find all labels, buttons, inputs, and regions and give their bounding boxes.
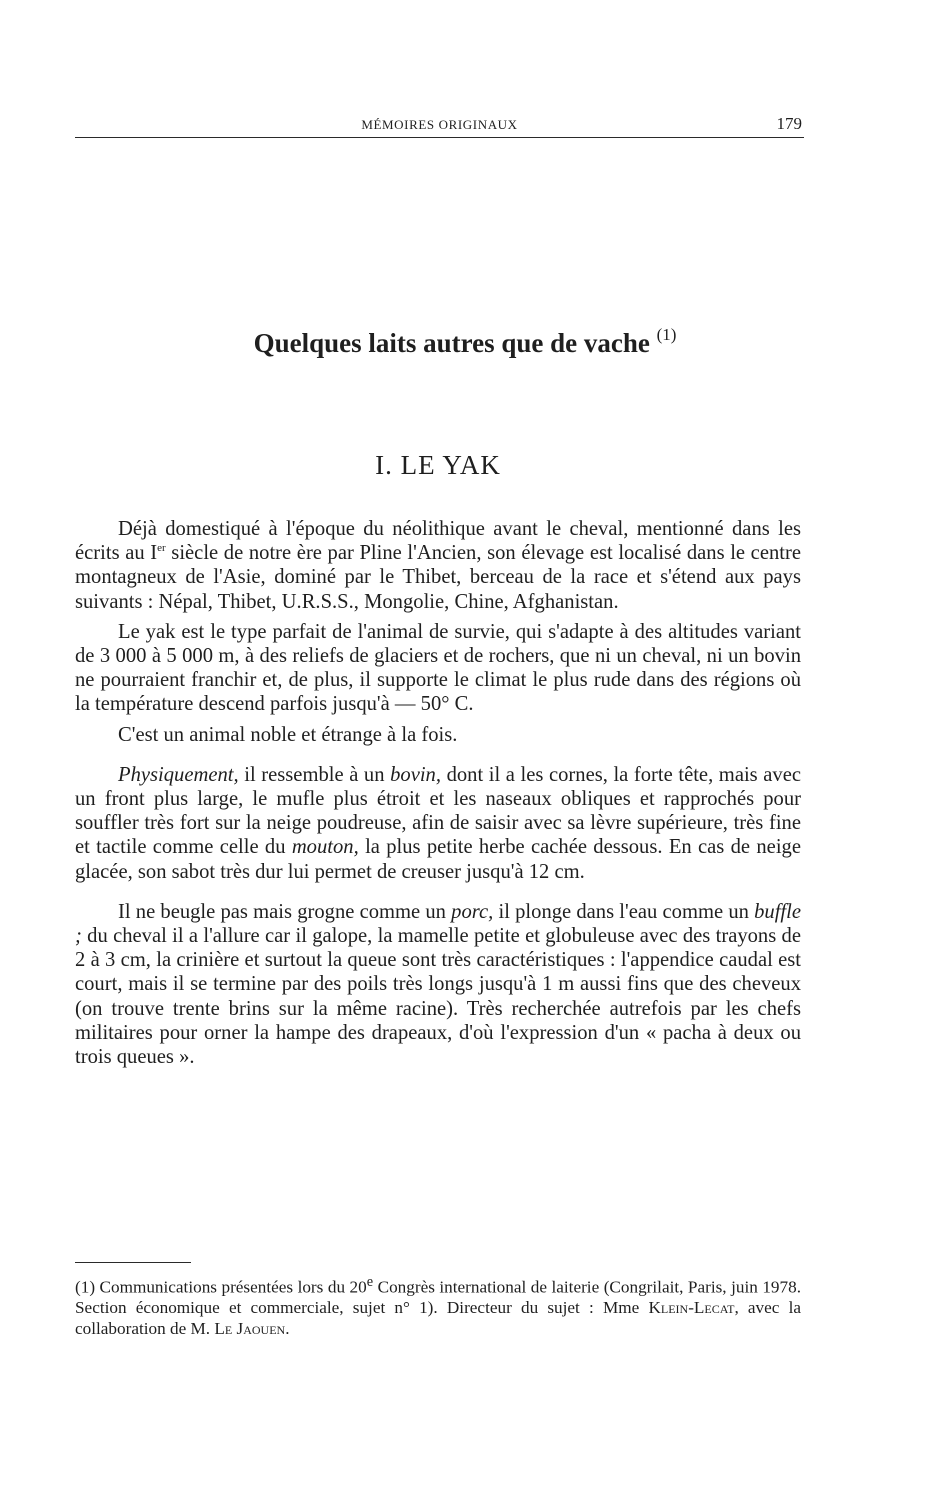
paragraph-1-text-b: siècle de notre ère par Pline l'Ancien, son élevage est localisé dans le centre montagneux de l'Asie, dominé par le Thibet, berceau de la race et s'étend aux pays suivants : Népal, Thibet, U.R.S.S., Mongolie, Chine, Afghanistan. xyxy=(75,542,801,613)
paragraph-4 xyxy=(75,763,801,884)
running-head: MÉMOIRES ORIGINAUX xyxy=(361,117,518,132)
paragraph-1 xyxy=(75,517,801,614)
paragraph-2: Le yak est le type parfait de l'animal de survie, qui s'adapte à des altitudes variant de 3 000 à 5 000 m, à des reliefs de glaciers et de rochers, que ni un cheval, ni un bovin ne pourraient franchir et, de plus, il supporte le climat le plus rude dans des régions où la température descend parfois jusqu'à — 50° C. xyxy=(75,620,801,716)
page-number: 179 xyxy=(776,114,802,133)
paragraph-4-text-2: dont il a les cornes, la forte tête, mais avec un front plus large, le mufle plus étroit et les naseaux obliques et rapprochés pour souffler très fort sur la neige poudreuse, afin de saisir avec sa lèvre supérieure, très fine et tactile comme celle du xyxy=(75,763,801,859)
emphasis-buffle: buffle ; xyxy=(75,900,802,948)
article-body xyxy=(75,517,801,1075)
paragraph-4-text-1: il ressemble à un xyxy=(238,763,391,786)
footnote-text-b: Congrès international de laiterie (Congrilait, Paris, juin 1978. Section économique et commerciale, sujet n° 1). Directeur du sujet : Mme xyxy=(75,1277,806,1318)
footnote xyxy=(75,1272,806,1340)
article-title xyxy=(0,325,930,359)
emphasis-physiquement: Physiquement, xyxy=(118,763,239,786)
page-header xyxy=(75,114,804,136)
century-numeral: I xyxy=(150,542,158,565)
paragraph-3: C'est un animal noble et étrange à la fois. xyxy=(118,723,458,746)
footnote-author-le-jaouen: Le Jaouen xyxy=(214,1318,286,1338)
footnote-rule xyxy=(75,1262,191,1263)
paragraph-4-text-3: la plus petite herbe cachée dessous. En cas de neige glacée, son sabot très dur lui permet de creuser jusqu'à 12 cm. xyxy=(75,836,801,883)
emphasis-porc: porc, xyxy=(451,900,494,923)
paragraph-5 xyxy=(75,900,801,1069)
footnote-text-a: (1) Communications présentées lors du 20 xyxy=(75,1277,367,1297)
century-superscript: er xyxy=(157,542,166,555)
paragraph-5-text-2: il plonge dans l'eau comme un xyxy=(493,900,755,923)
emphasis-bovin: bovin, xyxy=(390,763,441,786)
section-heading: I. LE YAK xyxy=(375,450,501,480)
article-title-text: Quelques laits autres que de vache xyxy=(253,328,650,358)
paragraph-1-text-a: Déjà domestiqué à l'époque du néolithique avant le cheval, mentionné dans les écrits au xyxy=(75,518,801,565)
paragraph-5-text-1: Il ne beugle pas mais grogne comme un xyxy=(118,900,452,923)
footnote-text-c: , avec la collaboration de M. xyxy=(75,1298,806,1338)
footnote-author-klein-lecat: Klein-Lecat xyxy=(648,1298,735,1318)
footnote-ordinal-superscript: e xyxy=(366,1274,374,1290)
emphasis-mouton: mouton, xyxy=(291,836,359,859)
title-footnote-mark: (1) xyxy=(656,325,677,344)
paragraph-5-text-3: du cheval il a l'allure car il galope, la mamelle petite et globuleuse avec des trayons de 2 à 3 cm, la crinière et surtout la queue sont très caractéristiques : l'appendice caudal est court, mais il se termine par des poils très longs jusqu'à 1 m aussi fins que des cheveux (on trouve trente brins sur la même racine). Très recherchée autrefois par les chefs militaires pour orner la hampe des drapeaux, d'où l'expression d'un « pacha à deux ou trois queues ». xyxy=(75,925,801,1069)
header-rule xyxy=(75,137,804,138)
footnote-text-d: . xyxy=(285,1318,290,1338)
